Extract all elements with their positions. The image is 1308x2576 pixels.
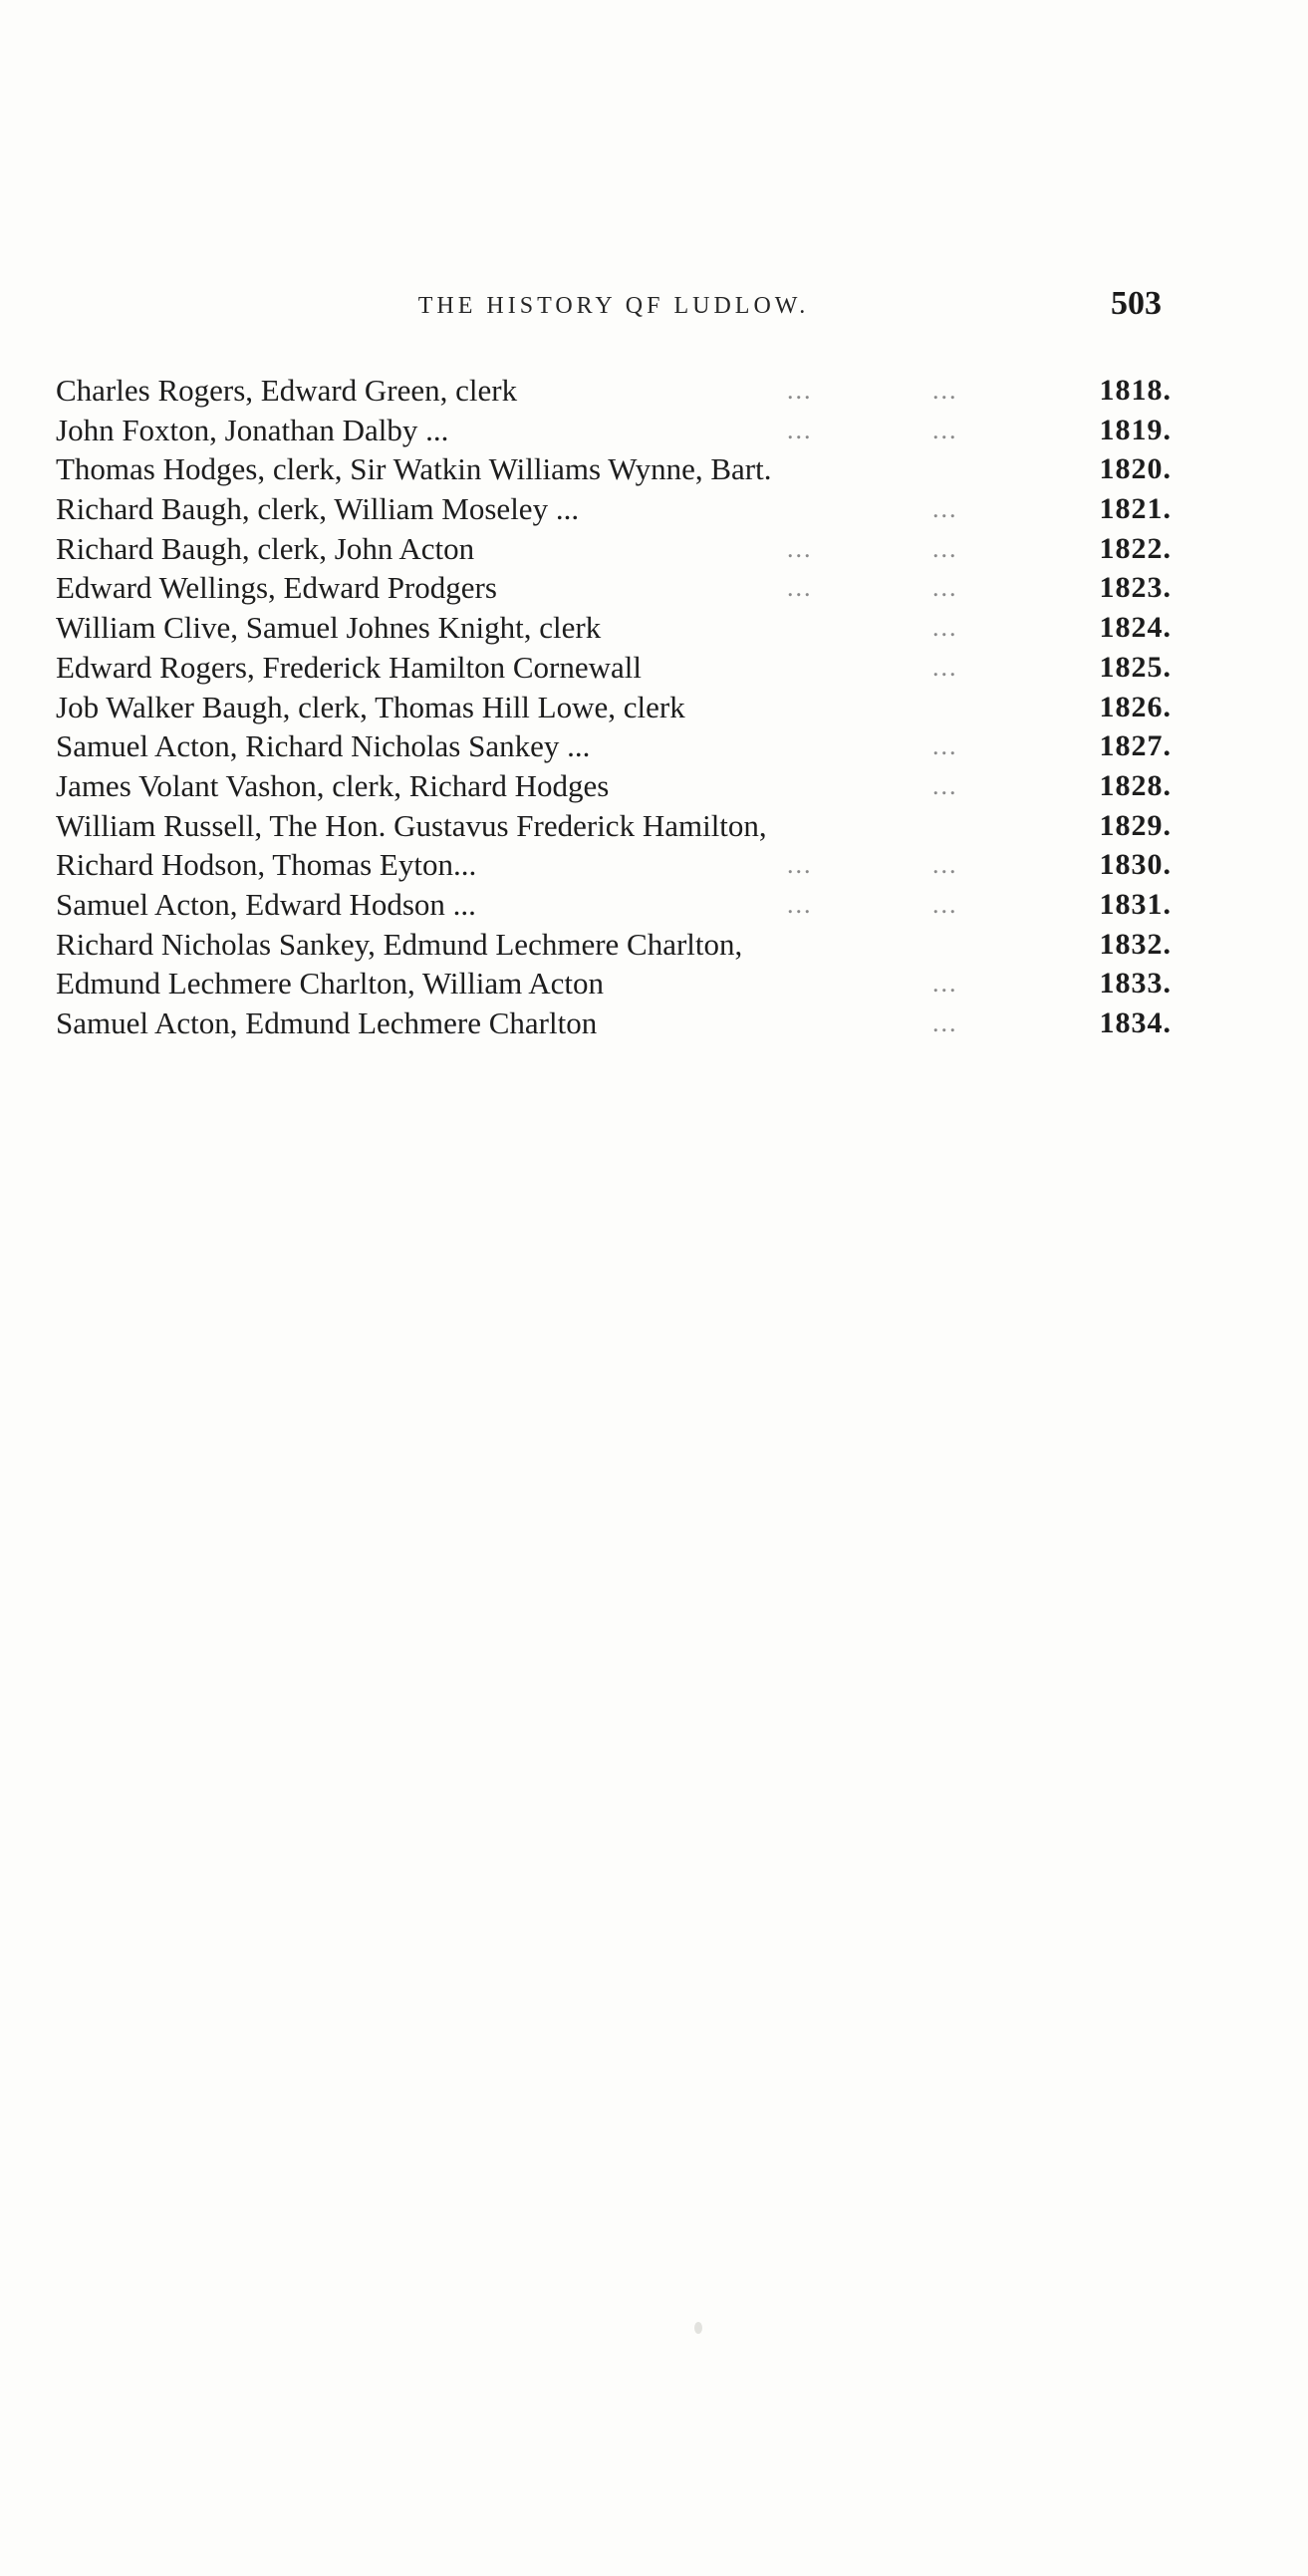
leader-dots: ...	[932, 573, 958, 603]
entry-names: John Foxton, Jonathan Dalby ...	[56, 412, 449, 447]
entry-year: 1833.	[1099, 967, 1172, 1001]
leader-dots: ...	[787, 415, 813, 444]
list-item	[56, 885, 1172, 925]
entry-year: 1829.	[1099, 808, 1172, 842]
entry-year: 1834.	[1099, 1006, 1172, 1039]
list-item	[56, 726, 1172, 766]
leader-dots: ...	[932, 850, 958, 880]
leader-dots: ...	[932, 494, 958, 524]
entry-year: 1824.	[1099, 611, 1172, 645]
entry-names: Edward Rogers, Frederick Hamilton Cornewall	[56, 649, 642, 685]
leader-dots: ...	[787, 850, 813, 880]
entry-year: 1830.	[1099, 848, 1172, 882]
list-item	[56, 925, 1172, 965]
entry-names: Edmund Lechmere Charlton, William Acton	[56, 966, 605, 1002]
entry-names: Job Walker Baugh, clerk, Thomas Hill Lowe, clerk	[56, 689, 685, 724]
entry-year: 1831.	[1099, 887, 1172, 921]
entry-year: 1823.	[1099, 571, 1172, 605]
entry-year: 1820.	[1099, 452, 1172, 486]
leader-dots: ...	[932, 415, 958, 444]
page-number: 503	[1111, 285, 1162, 322]
entry-names: Edward Wellings, Edward Prodgers	[56, 570, 497, 606]
leader-dots: ...	[932, 533, 958, 563]
entry-names: William Russell, The Hon. Gustavus Frederick Hamilton,	[56, 807, 767, 843]
entry-names: Richard Nicholas Sankey, Edmund Lechmere Charlton,	[56, 926, 743, 962]
list-item	[56, 489, 1172, 529]
leader-dots: ...	[787, 573, 813, 603]
list-item	[56, 688, 1172, 727]
leader-dots: ...	[932, 652, 958, 682]
entry-names: Richard Hodson, Thomas Eyton...	[56, 847, 477, 883]
entry-year: 1821.	[1099, 492, 1172, 526]
leader-dots: ...	[932, 969, 958, 999]
entry-year: 1822.	[1099, 531, 1172, 565]
paper-speck	[694, 2322, 702, 2334]
list-item	[56, 964, 1172, 1003]
entry-names: Samuel Acton, Richard Nicholas Sankey ...	[56, 728, 591, 764]
list-item	[56, 449, 1172, 489]
leader-dots: ...	[787, 889, 813, 919]
entry-year: 1825.	[1099, 650, 1172, 684]
entry-year: 1832.	[1099, 927, 1172, 961]
entry-names: James Volant Vashon, clerk, Richard Hodges	[56, 767, 610, 803]
leader-dots: ...	[932, 731, 958, 761]
list-item	[56, 529, 1172, 569]
entry-names: William Clive, Samuel Johnes Knight, clerk	[56, 610, 602, 646]
entry-names: Charles Rogers, Edward Green, clerk	[56, 373, 518, 408]
running-head-title: THE HISTORY QF LUDLOW.	[417, 293, 810, 319]
entry-year: 1818.	[1099, 374, 1172, 407]
entry-year: 1827.	[1099, 729, 1172, 763]
bailiffs-list	[56, 371, 1172, 1043]
entry-names: Richard Baugh, clerk, John Acton	[56, 530, 475, 566]
leader-dots: ...	[932, 613, 958, 643]
list-item	[56, 806, 1172, 846]
leader-dots: ...	[932, 1008, 958, 1037]
list-item	[56, 568, 1172, 608]
list-item	[56, 371, 1172, 411]
leader-dots: ...	[787, 376, 813, 405]
entry-names: Richard Baugh, clerk, William Moseley ...	[56, 491, 580, 527]
running-head	[56, 285, 1172, 329]
entry-names: Samuel Acton, Edmund Lechmere Charlton	[56, 1005, 598, 1040]
list-item	[56, 766, 1172, 806]
entry-year: 1819.	[1099, 413, 1172, 446]
list-item	[56, 845, 1172, 885]
leader-dots: ...	[932, 770, 958, 800]
leader-dots: ...	[787, 533, 813, 563]
entry-year: 1828.	[1099, 768, 1172, 802]
entry-names: Thomas Hodges, clerk, Sir Watkin Williams Wynne, Bart.	[56, 451, 772, 487]
list-item	[56, 608, 1172, 648]
list-item	[56, 648, 1172, 688]
leader-dots: ...	[932, 889, 958, 919]
entry-year: 1826.	[1099, 690, 1172, 723]
list-item	[56, 411, 1172, 450]
leader-dots: ...	[932, 376, 958, 405]
entry-names: Samuel Acton, Edward Hodson ...	[56, 886, 476, 922]
list-item	[56, 1003, 1172, 1043]
